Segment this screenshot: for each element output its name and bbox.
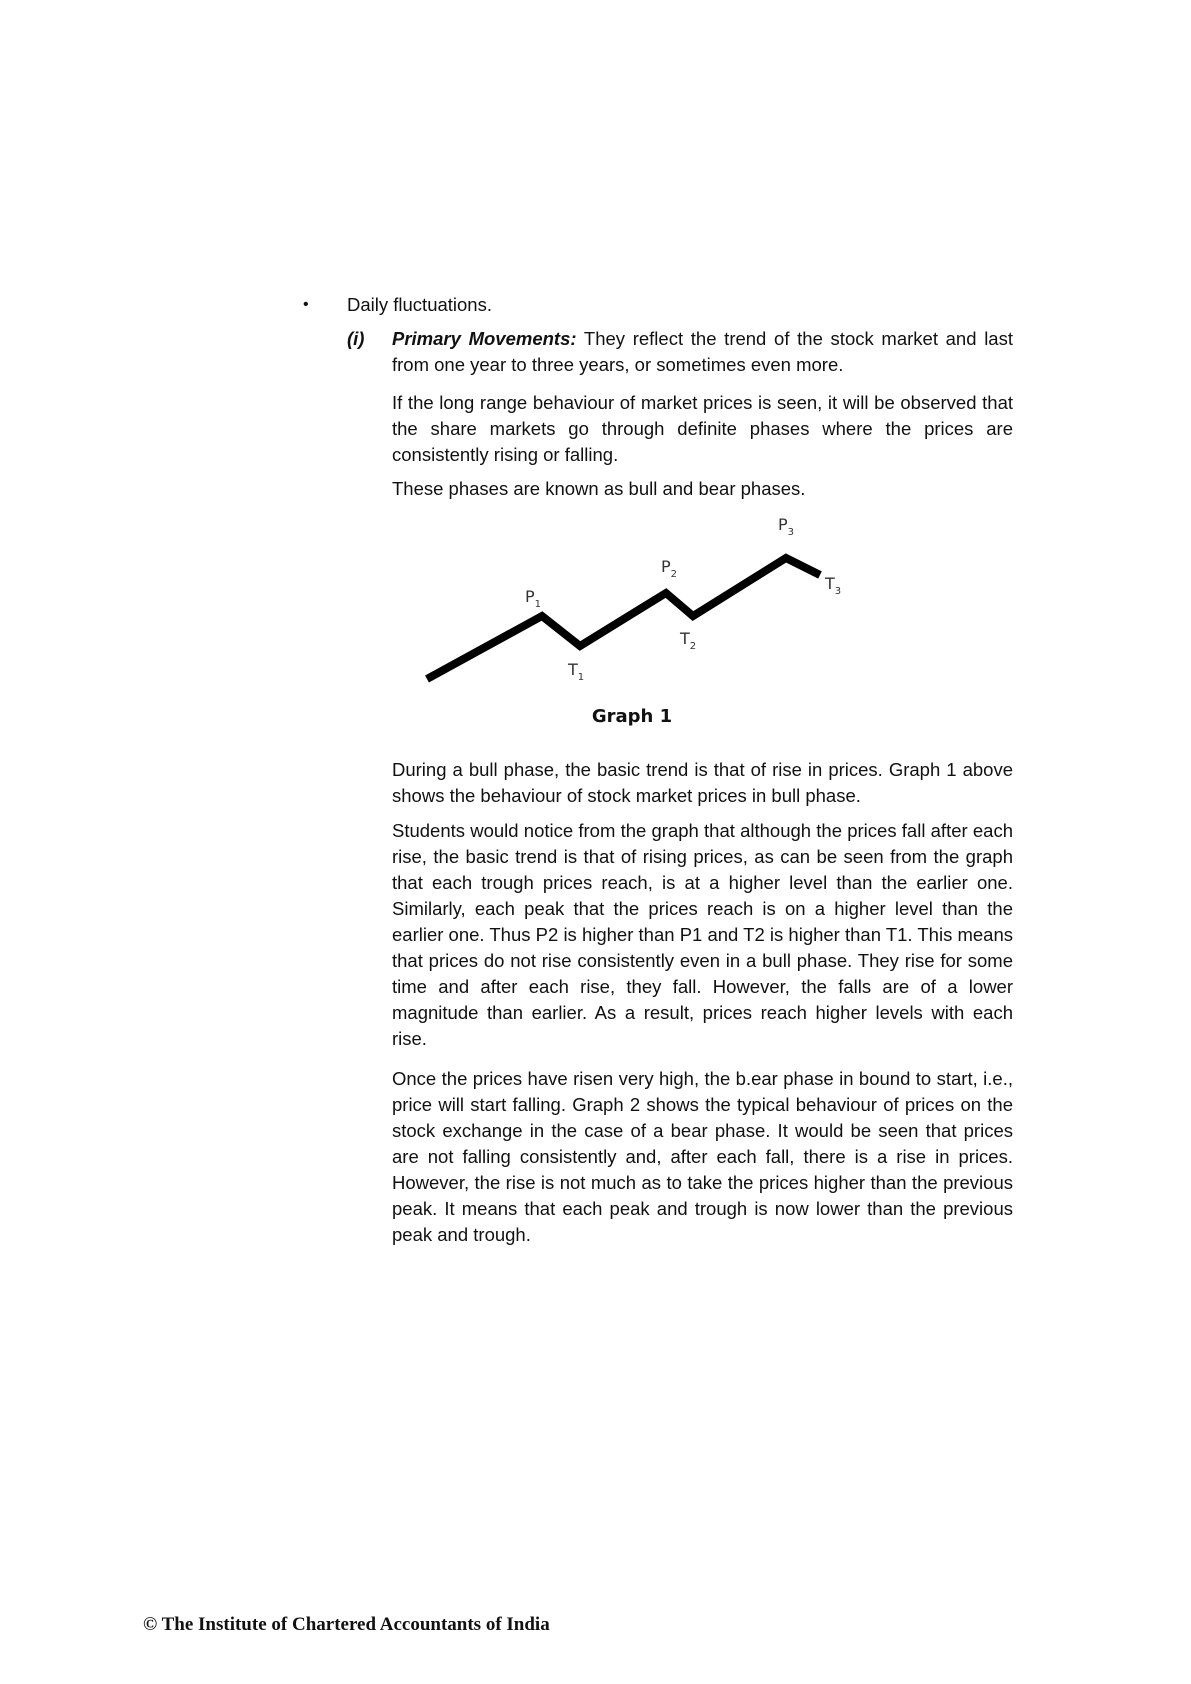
label-t2 bbox=[679, 629, 696, 652]
label-t2-letter: T bbox=[680, 629, 690, 648]
label-t1 bbox=[567, 660, 584, 683]
label-p1 bbox=[525, 587, 541, 610]
label-p2 bbox=[661, 557, 677, 580]
label-p3-sub: 3 bbox=[787, 527, 795, 538]
paragraph-bear-phase: Once the prices have risen very high, the b.ear phase in bound to start, i.e., price will start falling. Graph 2 shows the typical behaviour of prices on the stock exchange in the case of a bear phase. It would be seen that prices are not falling consistently and, after each fall, there is a rise in prices. However, the rise is not much as to take the prices higher than the previous peak. It means that each peak and trough is now lower than the previous peak and trough. bbox=[392, 1068, 1013, 1245]
footer-copyright: © The Institute of Chartered Accountants of India bbox=[143, 1614, 550, 1635]
paragraph-students-notice: Students would notice from the graph that although the prices fall after each rise, the basic trend is that of rising prices, as can be seen from the graph that each trough prices reach, is at a higher level than the earlier one. Similarly, each peak that the prices reach is on a higher level than the earlier one. Thus P2 is higher than P1 and T2 is higher than T1. This means that prices do not rise consistently even in a bull phase. They rise for some time and after each rise, they fall. However, the falls are of a lower magnitude than earlier. As a result, prices reach higher levels with each rise. bbox=[392, 820, 1013, 1049]
label-t3-sub: 3 bbox=[834, 586, 842, 597]
item-colon: : bbox=[570, 328, 577, 349]
label-t2-sub: 2 bbox=[689, 641, 697, 652]
label-p2-sub: 2 bbox=[670, 569, 678, 580]
bullet-item bbox=[303, 292, 492, 318]
label-p2-letter: P bbox=[661, 557, 671, 576]
item-number: (i) bbox=[347, 328, 365, 349]
paragraph-bull-phase: During a bull phase, the basic trend is that of rise in prices. Graph 1 above shows the behaviour of stock market prices in bull phase. bbox=[392, 759, 1013, 806]
item-body bbox=[392, 326, 1013, 378]
paragraph-phases: These phases are known as bull and bear phases. bbox=[392, 478, 806, 499]
numbered-item bbox=[347, 326, 1013, 378]
item-text: They reflect the trend of the stock market and last from one year to three years, or sometimes even more. bbox=[392, 328, 1013, 375]
label-p3 bbox=[778, 515, 794, 538]
price-trend-line bbox=[427, 558, 820, 679]
label-t3-letter: T bbox=[825, 574, 835, 593]
graph-caption: Graph 1 bbox=[591, 706, 673, 727]
graph-1 bbox=[400, 510, 880, 740]
item-title: Primary Movements bbox=[392, 328, 571, 349]
paragraph-long-range: If the long range behaviour of market prices is seen, it will be observed that the share markets go through definite phases where the prices are consistently rising or falling. bbox=[392, 392, 1013, 465]
label-t1-sub: 1 bbox=[577, 672, 585, 683]
label-p1-sub: 1 bbox=[534, 599, 542, 610]
label-t3 bbox=[824, 574, 841, 597]
label-p1-letter: P bbox=[525, 587, 535, 606]
label-p3-letter: P bbox=[778, 515, 788, 534]
bullet-icon: • bbox=[303, 296, 309, 313]
label-t1-letter: T bbox=[568, 660, 578, 679]
bullet-text: Daily fluctuations. bbox=[347, 294, 492, 315]
